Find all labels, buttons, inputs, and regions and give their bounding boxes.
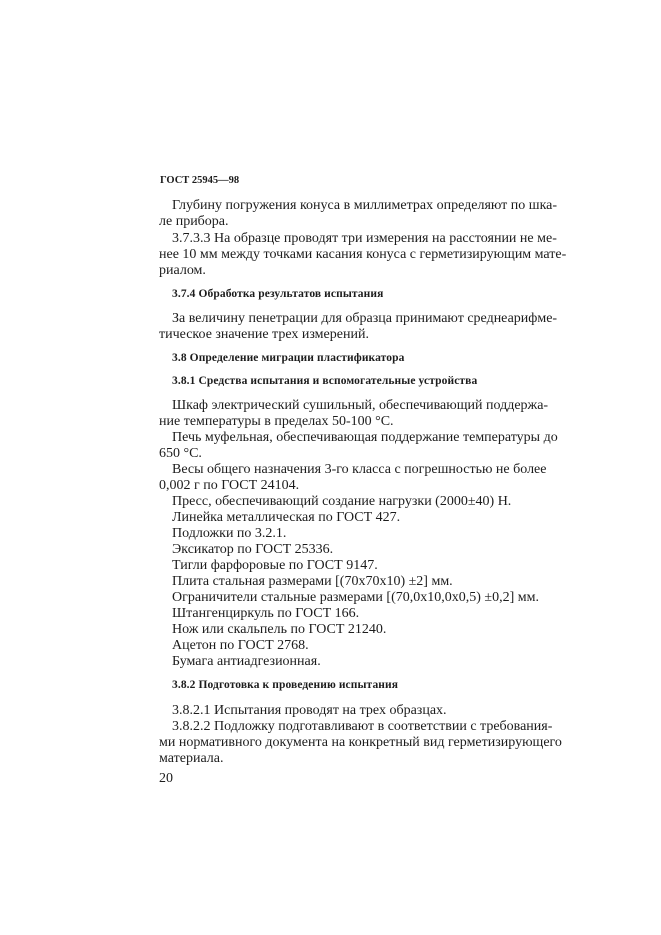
paragraph-line: материала. (159, 751, 224, 766)
paragraph-line: тическое значение трех измерений. (159, 327, 369, 342)
paragraph-line: нее 10 мм между точками касания конуса с герметизирующим мате- (159, 247, 567, 262)
equipment-item: Тигли фарфоровые по ГОСТ 9147. (172, 558, 378, 573)
equipment-item: 650 °С. (159, 446, 202, 461)
equipment-item: Нож или скальпель по ГОСТ 21240. (172, 622, 387, 637)
paragraph-line: Глубину погружения конуса в миллиметрах определяют по шка- (172, 198, 558, 213)
paragraph-line: За величину пенетрации для образца принимают среднеарифме- (172, 311, 558, 326)
equipment-item: Весы общего назначения 3-го класса с погрешностью не более (172, 462, 547, 477)
equipment-item: ние температуры в пределах 50-100 °С. (159, 414, 394, 429)
paragraph-line: риалом. (159, 263, 206, 278)
page-number: 20 (159, 771, 173, 786)
equipment-item: Бумага антиадгезионная. (172, 654, 321, 669)
paragraph-line: ми нормативного документа на конкретный вид герметизирующего (159, 735, 562, 750)
equipment-item: Штангенциркуль по ГОСТ 166. (172, 606, 360, 621)
paragraph-line: 3.8.2.2 Подложку подготавливают в соответствии с требования- (172, 719, 553, 734)
paragraph-line: 3.8.2.1 Испытания проводят на трех образцах. (172, 703, 447, 718)
equipment-item: Подложки по 3.2.1. (172, 526, 287, 541)
equipment-item: 0,002 г по ГОСТ 24104. (159, 478, 300, 493)
equipment-item: Печь муфельная, обеспечивающая поддержание температуры до (172, 430, 558, 445)
equipment-item: Пресс, обеспечивающий создание нагрузки (2000±40) Н. (172, 494, 512, 509)
section-heading-3-8: 3.8 Определение миграции пластификатора (172, 352, 405, 364)
equipment-item: Шкаф электрический сушильный, обеспечивающий поддержа- (172, 398, 549, 413)
paragraph-line: ле прибора. (159, 214, 229, 229)
equipment-item: Линейка металлическая по ГОСТ 427. (172, 510, 401, 525)
equipment-item: Эксикатор по ГОСТ 25336. (172, 542, 334, 557)
equipment-item: Плита стальная размерами [(70х70х10) ±2] мм. (172, 574, 453, 589)
standard-code: ГОСТ 25945—98 (160, 175, 240, 186)
section-heading-3-7-4: 3.7.4 Обработка результатов испытания (172, 288, 384, 300)
equipment-item: Ограничители стальные размерами [(70,0х10,0х0,5) ±0,2] мм. (172, 590, 539, 605)
section-heading-3-8-2: 3.8.2 Подготовка к проведению испытания (172, 679, 399, 691)
section-heading-3-8-1: 3.8.1 Средства испытания и вспомогательные устройства (172, 375, 478, 387)
paragraph-line: 3.7.3.3 На образце проводят три измерения на расстоянии не ме- (172, 231, 557, 246)
equipment-item: Ацетон по ГОСТ 2768. (172, 638, 309, 653)
